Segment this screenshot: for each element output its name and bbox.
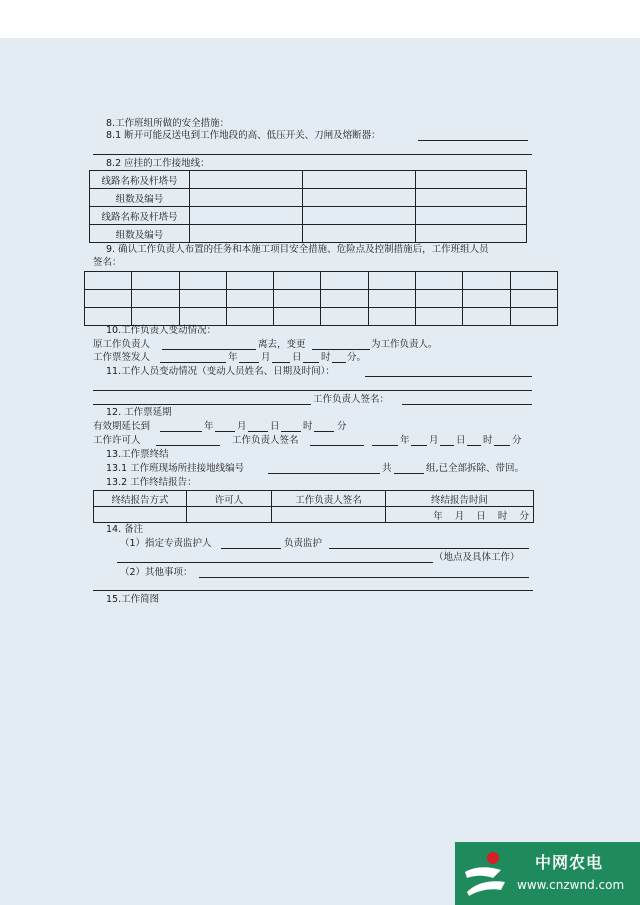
s13-title: 13.工作票终结	[106, 449, 169, 460]
table-cell[interactable]	[272, 507, 386, 523]
other-items-blank[interactable]	[199, 577, 529, 578]
leader-sign-blank[interactable]	[310, 445, 364, 446]
s13-l1a: 13.1 工作班现场所挂接地线编号	[106, 463, 245, 474]
day-blank[interactable]	[440, 445, 454, 446]
signature-cell[interactable]	[463, 308, 510, 326]
s10-d: 日	[292, 352, 302, 363]
s11-blank-2[interactable]	[93, 390, 532, 391]
s12-y2: 年	[400, 435, 410, 446]
signature-cell[interactable]	[321, 290, 368, 308]
signature-cell[interactable]	[85, 272, 132, 290]
hour-blank[interactable]	[281, 431, 301, 432]
table-row	[85, 272, 558, 290]
s10-y: 年	[228, 352, 238, 363]
s8-title: 8.工作班组所做的安全措施：	[106, 118, 230, 129]
signature-cell[interactable]	[179, 272, 226, 290]
signature-cell[interactable]	[274, 308, 321, 326]
watermark-url: www.cnzwnd.com	[517, 878, 625, 892]
s9-line1: 9. 确认工作负责人布置的任务和本施工项目安全措施、危险点及控制措施后，工作班组人员	[106, 244, 489, 255]
s11-sign: 工作负责人签名：	[313, 394, 390, 405]
row-label: 组数及编号	[90, 189, 190, 207]
s14-rule	[93, 590, 533, 591]
signature-cell[interactable]	[321, 308, 368, 326]
s12-h2: 时	[483, 435, 493, 446]
orig-leader-blank[interactable]	[162, 349, 256, 350]
s12-h: 时	[303, 421, 313, 432]
column-header: 许可人	[187, 491, 272, 507]
day-blank[interactable]	[272, 362, 290, 363]
table-cell[interactable]	[94, 507, 187, 523]
table-cell[interactable]	[416, 189, 527, 207]
signature-cell[interactable]	[416, 308, 463, 326]
signature-cell[interactable]	[132, 272, 179, 290]
s10-m: 月	[261, 352, 271, 363]
s14-l1a: （1）指定专责监护人	[120, 538, 212, 549]
hour-blank[interactable]	[467, 445, 481, 446]
ground-wire-no-blank[interactable]	[268, 473, 380, 474]
s14-l2: （2）其他事项：	[120, 567, 193, 578]
table-cell[interactable]	[190, 171, 303, 189]
signature-cell[interactable]	[226, 308, 273, 326]
s10-h: 时	[321, 352, 331, 363]
signature-cell[interactable]	[179, 308, 226, 326]
s10-leave: 离去，变更	[258, 339, 306, 350]
s14-title: 14. 备注	[106, 524, 144, 535]
grounding-wire-table	[89, 170, 527, 243]
s14-l1c: （地点及具体工作）	[434, 552, 520, 563]
cnzwnd-logo-icon	[461, 848, 509, 898]
location-blank[interactable]	[117, 562, 433, 563]
table-header-row	[94, 491, 534, 507]
s12-y: 年	[204, 421, 214, 432]
signature-cell[interactable]	[463, 290, 510, 308]
s12-m2: 月	[429, 435, 439, 446]
s10-min: 分。	[347, 352, 367, 363]
table-cell[interactable]	[303, 189, 416, 207]
s12-d2: 日	[456, 435, 466, 446]
signature-cell[interactable]	[510, 272, 557, 290]
table-row	[90, 171, 527, 189]
s12-title: 12. 工作票延期	[106, 407, 172, 418]
s8-item1: 8.1 断开可能反送电到工作地段的高、低压开关、刀闸及熔断器：	[106, 130, 381, 141]
s10-as-leader: 为工作负责人。	[371, 339, 438, 350]
table-row	[85, 308, 558, 326]
table-row	[90, 225, 527, 243]
s11-sign-blank[interactable]	[402, 404, 532, 405]
minute-blank[interactable]	[314, 431, 334, 432]
table-row	[85, 290, 558, 308]
s15-title: 15.工作简图	[106, 594, 160, 605]
s10-orig: 原工作负责人	[93, 339, 151, 350]
table-row	[90, 189, 527, 207]
signature-cell[interactable]	[226, 290, 273, 308]
signature-cell[interactable]	[274, 290, 321, 308]
table-cell[interactable]	[187, 507, 272, 523]
table-cell[interactable]	[416, 207, 527, 225]
s11-blank-1[interactable]	[365, 376, 532, 377]
s12-min2: 分	[512, 435, 522, 446]
month-blank[interactable]	[411, 445, 427, 446]
table-row	[90, 207, 527, 225]
s11-blank-3[interactable]	[93, 404, 311, 405]
supervisor-blank[interactable]	[221, 548, 281, 549]
table-cell[interactable]	[303, 207, 416, 225]
table-cell[interactable]	[190, 189, 303, 207]
issuer-blank[interactable]	[160, 362, 226, 363]
s12-d: 日	[270, 421, 280, 432]
s10-title: 10.工作负责人变动情况：	[106, 325, 217, 336]
minute-blank[interactable]	[494, 445, 510, 446]
new-leader-blank[interactable]	[312, 349, 370, 350]
table-row	[94, 507, 534, 523]
signature-cell[interactable]	[226, 272, 273, 290]
table-cell[interactable]	[190, 225, 303, 243]
s13-l1c: 组,已全部拆除、带回。	[426, 463, 525, 474]
supervise-blank[interactable]	[329, 548, 529, 549]
permit-blank[interactable]	[156, 445, 220, 446]
s9-line2: 签名：	[93, 257, 122, 268]
s8-rule	[93, 154, 532, 155]
table-cell[interactable]	[416, 171, 527, 189]
signature-cell[interactable]	[368, 290, 415, 308]
year-blank[interactable]	[160, 431, 202, 432]
table-cell[interactable]	[190, 207, 303, 225]
signature-cell[interactable]	[510, 308, 557, 326]
s8-item1-blank	[418, 140, 528, 141]
s12-leader-sign: 工作负责人签名	[232, 435, 299, 446]
signature-cell[interactable]	[368, 308, 415, 326]
signature-cell[interactable]	[132, 308, 179, 326]
s10-issuer: 工作票签发人	[93, 352, 151, 363]
table-cell[interactable]	[303, 225, 416, 243]
s12-m: 月	[237, 421, 247, 432]
report-time-units[interactable]: 年 月 日 时 分	[386, 507, 534, 523]
signature-cell[interactable]	[510, 290, 557, 308]
day-blank[interactable]	[248, 431, 268, 432]
signature-cell[interactable]	[179, 290, 226, 308]
table-cell[interactable]	[416, 225, 527, 243]
signature-cell[interactable]	[274, 272, 321, 290]
s8-item2: 8.2 应挂的工作接地线：	[106, 158, 210, 169]
watermark-name: 中网农电	[535, 853, 604, 872]
signature-cell[interactable]	[85, 290, 132, 308]
top-margin	[0, 0, 640, 38]
year-blank[interactable]	[372, 445, 398, 446]
document-page	[0, 38, 640, 905]
s13-l2: 13.2 工作终结报告：	[106, 477, 197, 488]
column-header: 终结报告时间	[386, 491, 534, 507]
signature-cell[interactable]	[416, 272, 463, 290]
signature-cell[interactable]	[132, 290, 179, 308]
row-label: 组数及编号	[90, 225, 190, 243]
watermark-logo	[455, 842, 640, 905]
completion-report-table	[93, 490, 534, 523]
row-label: 线路名称及杆塔号	[90, 207, 190, 225]
signature-cell[interactable]	[463, 272, 510, 290]
minute-blank[interactable]	[332, 362, 346, 363]
signature-cell[interactable]	[85, 308, 132, 326]
column-header: 终结报告方式	[94, 491, 187, 507]
s11-title: 11.工作人员变动情况（变动人员姓名、日期及时间）：	[106, 366, 335, 377]
s14-l1b: 负责监护	[284, 538, 323, 549]
signature-cell[interactable]	[321, 272, 368, 290]
s12-valid: 有效期延长到	[93, 421, 151, 432]
table-cell[interactable]	[303, 171, 416, 189]
month-blank[interactable]	[215, 431, 235, 432]
column-header: 工作负责人签名	[272, 491, 386, 507]
signature-cell[interactable]	[416, 290, 463, 308]
s12-min: 分	[337, 421, 347, 432]
s13-l1b: 共	[382, 463, 392, 474]
hour-blank[interactable]	[303, 362, 319, 363]
crew-signature-table	[84, 271, 558, 326]
s12-permit: 工作许可人	[93, 435, 141, 446]
row-label: 线路名称及杆塔号	[90, 171, 190, 189]
month-blank[interactable]	[239, 362, 259, 363]
group-count-blank[interactable]	[394, 473, 424, 474]
signature-cell[interactable]	[368, 272, 415, 290]
